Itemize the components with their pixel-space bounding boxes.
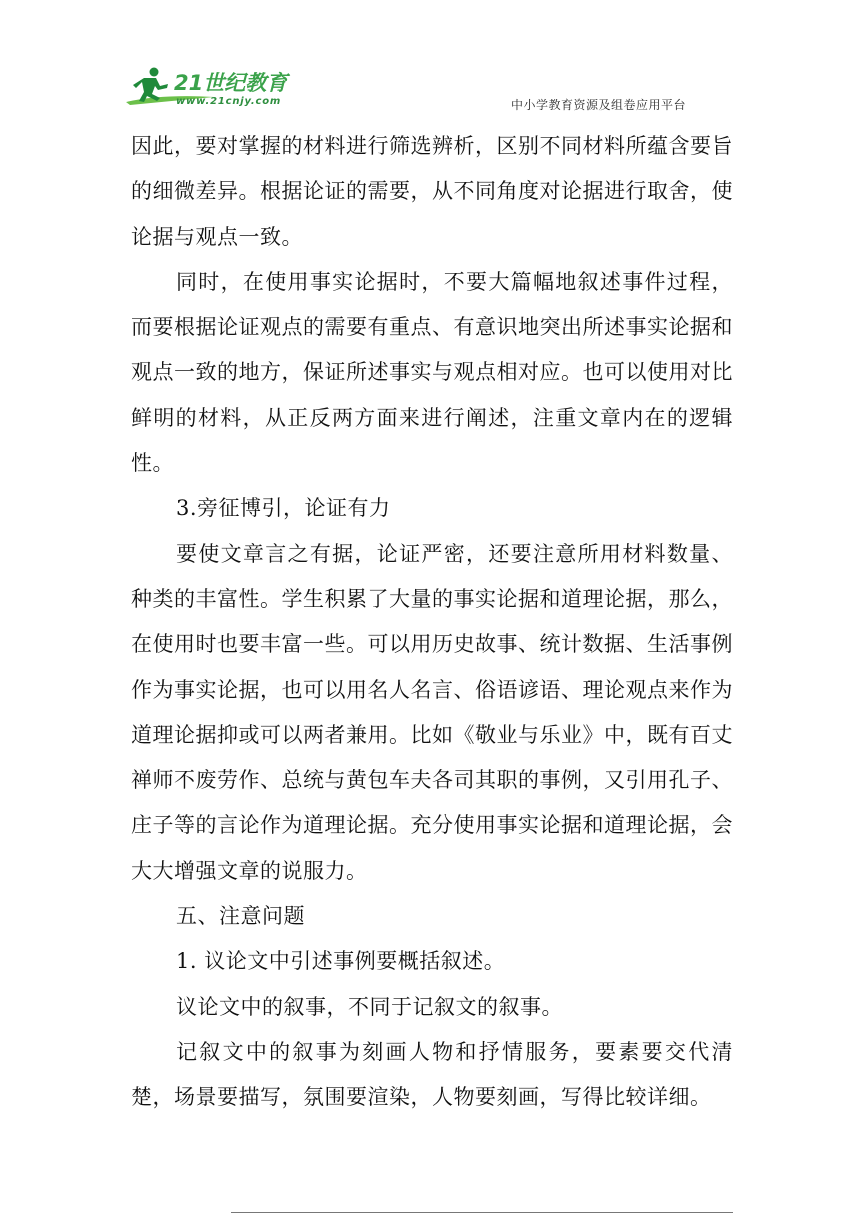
paragraph: 记叙文中的叙事为刻画人物和抒情服务，要素要交代清楚，场景要描写，氛围要渲染，人物要刻画，写得比较详细。 [131,1039,733,1110]
page-header [0,0,860,120]
paragraph: 议论文中的叙事，不同于记叙文的叙事。 [176,994,563,1019]
section-heading: 五、注意问题 [176,904,305,929]
body-text [131,124,733,1121]
paragraph: 要使文章言之有据，论证严密，还要注意所用材料数量、种类的丰富性。学生积累了大量的事实论据和道理论据，那么，在使用时也要丰富一些。可以用历史故事、统计数据、生活事例作为事实论据，也可以用名人名言、俗语谚语、理论观点来作为道理论据抑或可以两者兼用。比如《敬业与乐业》中，既有百丈禅师不废劳作、总统与黄包车夫各司其职的事例，又引用孔子、庄子等的言论作为道理论据。充分使用事实论据和道理论据，会大大增强文章的说服力。 [131,541,733,883]
logo-title: 21世纪教育 [174,71,288,95]
paragraph: 因此，要对掌握的材料进行筛选辨析，区别不同材料所蕴含要旨的细微差异。根据论证的需要，从不同角度对论据进行取舍，使论据与观点一致。 [131,134,733,249]
section-subheading: 1. 议论文中引述事例要概括叙述。 [176,949,506,974]
platform-name: 中小学教育资源及组卷应用平台 [511,98,687,112]
footer-divider [231,1212,733,1213]
logo-url: www.21cnjy.com [176,96,282,107]
paragraph: 同时，在使用事实论据时，不要大篇幅地叙述事件过程，而要根据论证观点的需要有重点、有意识地突出所述事实论据和观点一致的地方，保证所述事实与观点相对应。也可以使用对比鲜明的材料，从正反两方面来进行阐述，注重文章内在的逻辑性。 [131,269,733,476]
runner-logo-icon [122,64,292,112]
logo [122,64,292,112]
section-subheading: 3.旁征博引，论证有力 [176,496,391,521]
